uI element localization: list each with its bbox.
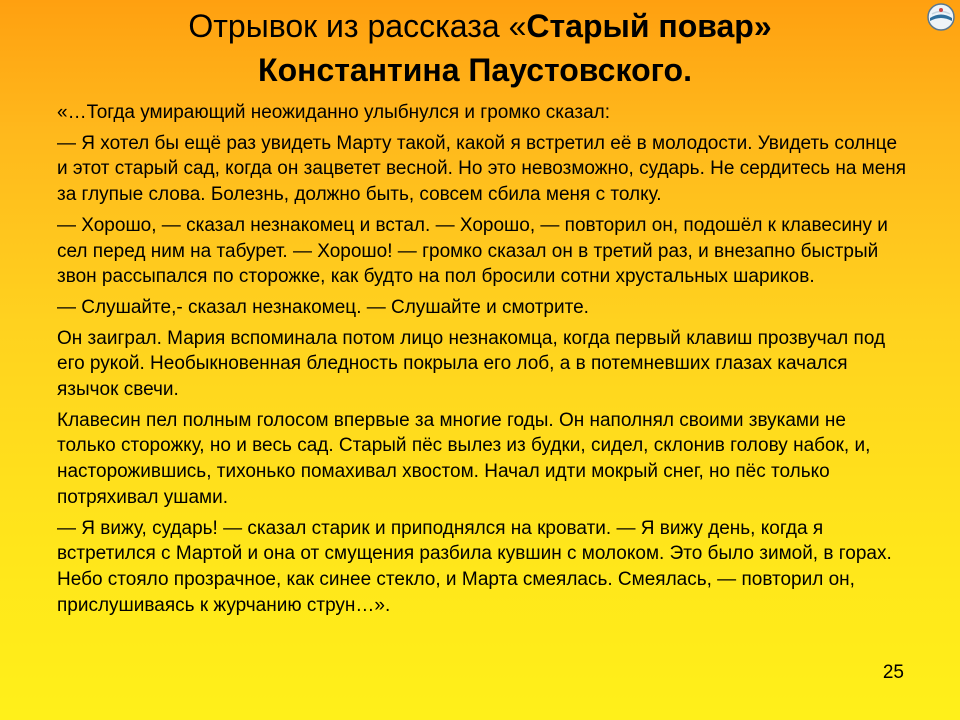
paragraph-4: — Слушайте,- сказал незнакомец. — Слушайте и смотрите. [57,296,589,318]
page-number: 25 [882,662,904,683]
paragraph-5: Он заиграл. Мария вспоминала потом лицо незнакомца, когда первый клавиш прозвучал под его рукой. Необыкновенная бледность покрыла его лоб, а в потемневших глазах качался язычок свечи. [57,327,886,401]
title-part-normal: Отрывок из рассказа « [188,8,527,44]
title-line-1 [0,4,960,48]
title-part-bold: Старый повар» [526,8,772,44]
paragraph-7: — Я вижу, сударь! — сказал старик и приподнялся на кровати. — Я вижу день, когда я встретился с Мартой и она от смущения разбила кувшин с молоком. Это было зимой, в горах. Небо стояло прозрачное, как синее стекло, и Марта смеялась. Смеялась, — повторил он, прислушиваясь к журчанию струн…». [57,517,892,616]
paragraph-3: — Хорошо, — сказал незнакомец и встал. — Хорошо, — повторил он, подошёл к клавесину и сел перед ним на табурет. — Хорошо! — громко сказал он в третий раз, и внезапно быстрый звон рассыпался по сторожке, как будто на пол бросили сотни хрустальных шариков. [57,214,888,288]
paragraph-1: «…Тогда умирающий неожиданно улыбнулся и громко сказал: [57,102,611,123]
paragraph-2: — Я хотел бы ещё раз увидеть Марту такой, какой я встретил её в молодости. Увидеть солнце и этот старый сад, когда он зацветет весной. Но это невозможно, сударь. Не сердитесь на меня за глупые слова. Болезнь, должно быть, совсем сбила меня с толку. [57,132,907,206]
title-line-2: Константина Паустовского. [258,52,692,88]
paragraph-6: Клавесин пел полным голосом впервые за многие годы. Он наполнял своими звуками не только сторожку, но и весь сад. Старый пёс вылез из будки, сидел, склонив голову набок, и, насторожившись, тихонько помахивал хвостом. Начал идти мокрый снег, но пёс только потряхивал ушами. [57,409,871,508]
excerpt-body [57,100,907,623]
slide-title [0,4,960,92]
